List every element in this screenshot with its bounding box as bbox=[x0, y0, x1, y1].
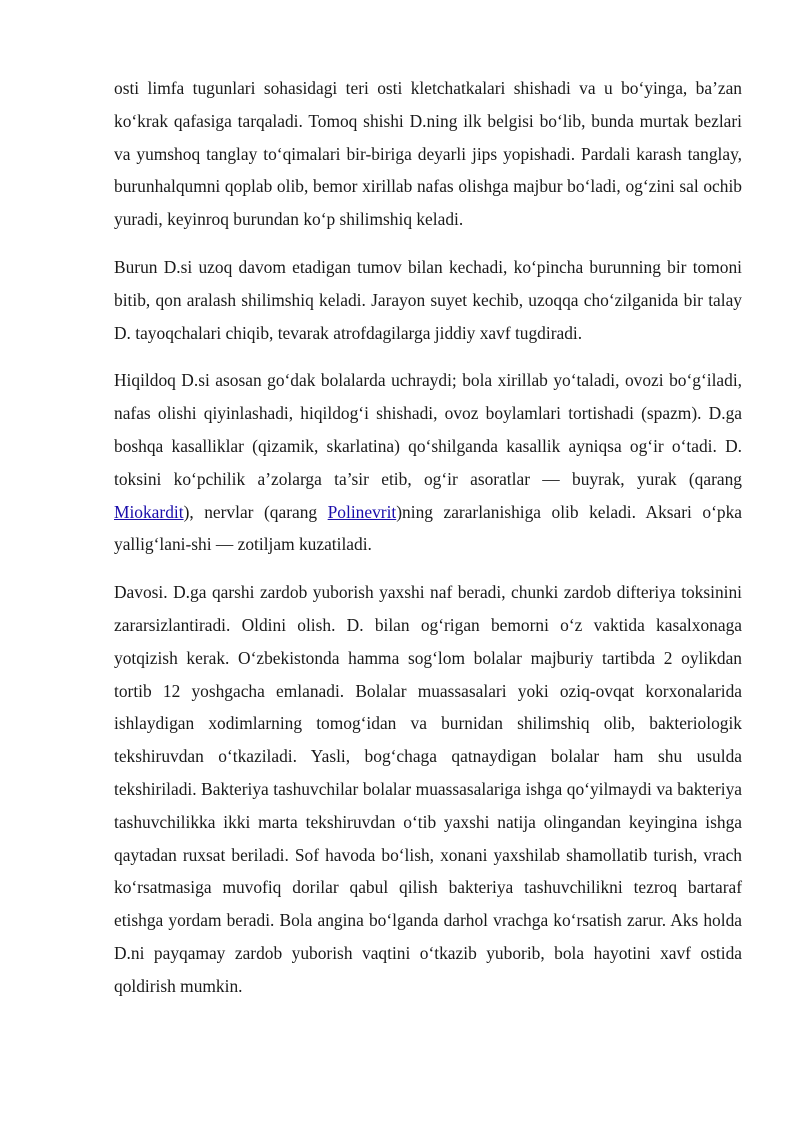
miokardit-link[interactable]: Miokardit bbox=[114, 501, 184, 522]
paragraph-text: ), nervlar (qarang bbox=[183, 501, 328, 522]
document-page bbox=[114, 72, 742, 1018]
paragraph-text: )ning zararlanishiga olib keladi. Aksari o‘pka yallig‘lani-shi — zotiljam kuzatiladi. bbox=[114, 501, 743, 555]
paragraph-text: Hiqildoq D.si asosan go‘dak bolalarda uchraydi; bola xirillab yo‘taladi, ovozi bo‘g‘iladi, nafas olishi qiyinlashadi, hiqildog‘i shishadi, ovoz boylamlari tortishadi (spazm). D.ga boshqa kasalliklar (qizamik, skarlatina) qo‘shilganda kasallik ayniqsa og‘ir o‘tadi. D. toksini ko‘pchilik a’zolarga ta’sir etib, og‘ir asoratlar — buyrak, yurak (qarang bbox=[114, 370, 742, 489]
paragraph-laryngeal-diphtheria bbox=[114, 364, 742, 561]
paragraph-treatment-prevention: Davosi. D.ga qarshi zardob yuborish yaxshi naf beradi, chunki zardob difteriya toksinini zararsizlantiradi. Oldini olish. D. bilan og‘rigan bemorni o‘z vaktida kasalxonaga yotqizish kerak. O‘zbekistonda hamma sog‘lom bolalar majburiy tartibda 2 oylikdan tortib 12 yoshgacha emlanadi. Bolalar muassasalari yoki oziq-ovqat korxonalarida ishlaydigan xodimlarning tomog‘idan va burnidan shilimshiq olib, bakteriologik tekshiruvdan o‘tkaziladi. Yasli, bog‘chaga qatnaydigan bolalar ham shu usulda tekshiriladi. Bakteriya tashuvchilar bolalar muassasalariga ishga qo‘yilmaydi va bakteriya tashuvchilikka ikki marta tekshiruvdan o‘tib yaxshi natija olingandan keyingina ishga qaytadan ruxsat beriladi. Sof havoda bo‘lish, xonani yaxshilab shamollatib turish, vrach ko‘rsatmasiga muvofiq dorilar qabul qilish bakteriya tashuvchilikni tezroq bartaraf etishga yordam beradi. Bola angina bo‘lganda darhol vrachga ko‘rsatish zarur. Aks holda D.ni payqamay zardob yuborish vaqtini o‘tkazib yuborib, bola hayotini xavf ostida qoldirish mumkin. bbox=[114, 582, 742, 996]
paragraph-nasal-diphtheria: Burun D.si uzoq davom etadigan tumov bilan kechadi, ko‘pincha burunning bir tomoni bitib, qon aralash shilimshiq keladi. Jarayon suyet kechib, uzoqqa cho‘zilganida bir talay D. tayoqchalari chiqib, tevarak atrofdagilarga jiddiy xavf tugdiradi. bbox=[114, 256, 742, 343]
paragraph-lymph-swelling: osti limfa tugunlari sohasidagi teri osti kletchatkalari shishadi va u bo‘yinga, ba’zan ko‘krak qafasiga tarqaladi. Tomoq shishi D.ning ilk belgisi bo‘lib, bunda murtak bezlari va yumshoq tanglay to‘qimalari bir-biriga deyarli jips yopishadi. Pardali karash tanglay, burunhalqumni qoplab olib, bemor xirillab nafas olishga majbur bo‘ladi, og‘zini sal ochib yuradi, keyinroq burundan ko‘p shilimshiq keladi. bbox=[114, 78, 742, 230]
polinevrit-link[interactable]: Polinevrit bbox=[327, 501, 397, 522]
